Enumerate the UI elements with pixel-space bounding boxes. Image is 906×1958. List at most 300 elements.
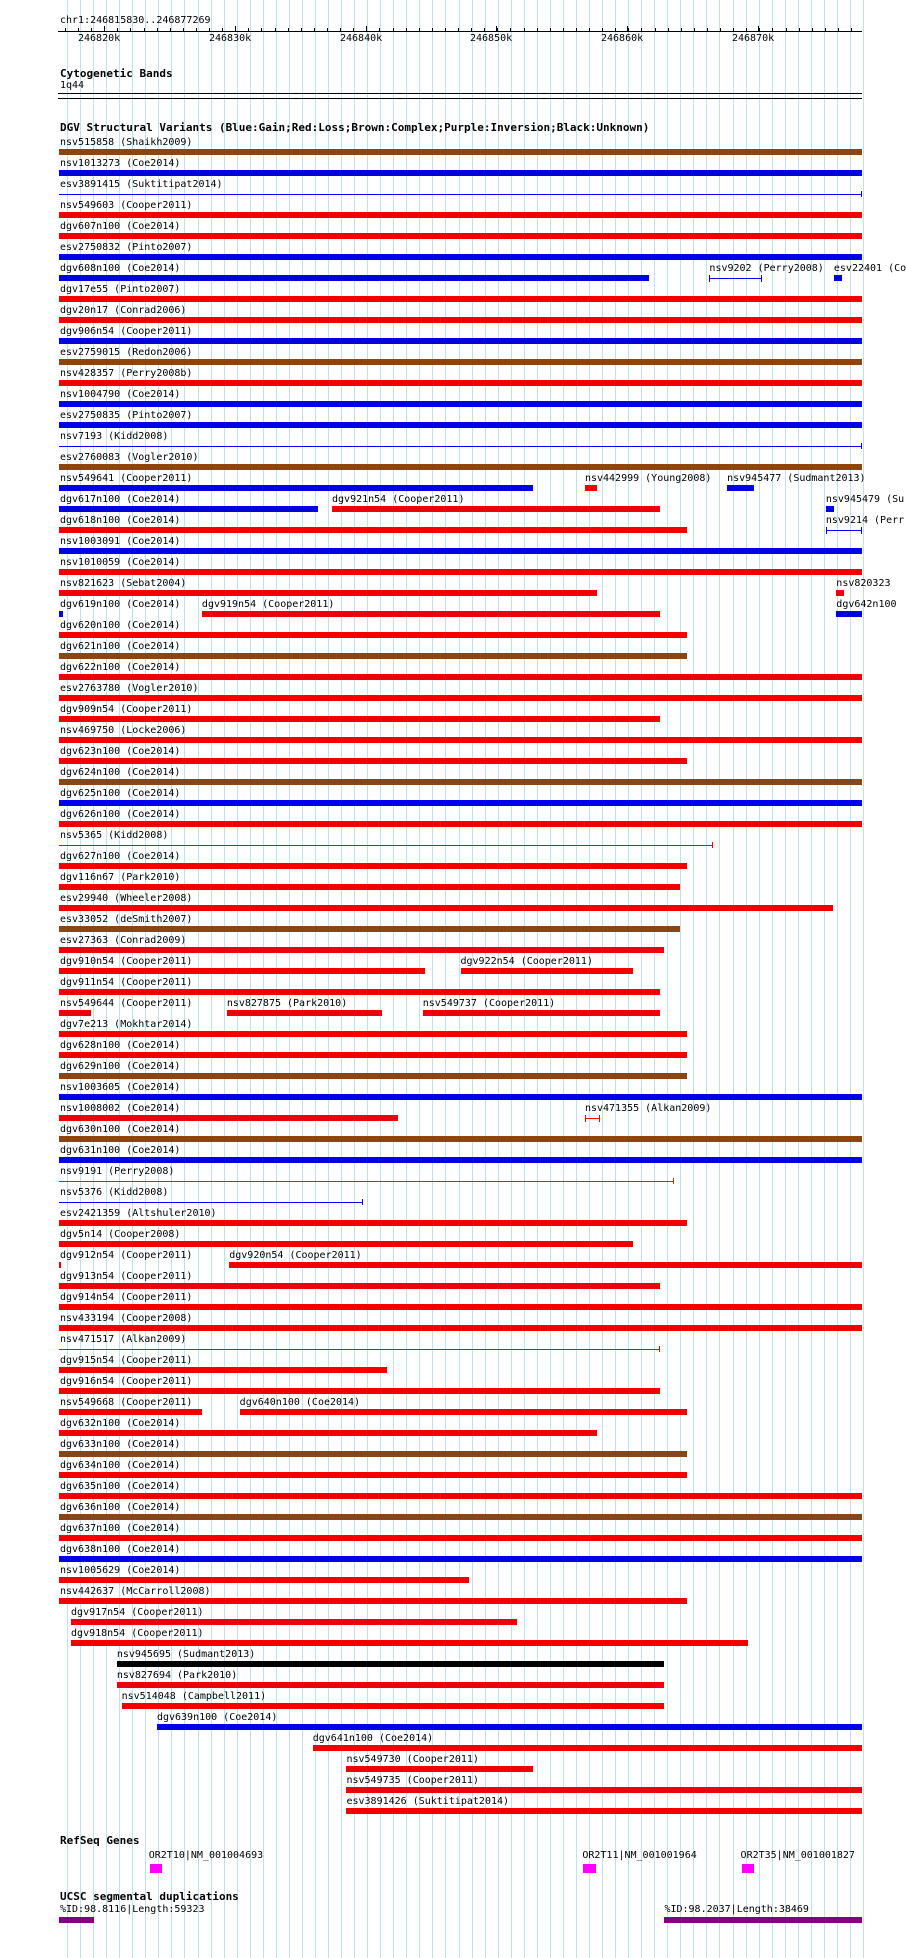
sv-bar-loss[interactable] [59, 1052, 687, 1058]
sv-label[interactable]: dgv636n100 (Coe2014) [60, 1502, 181, 1513]
ruler-minor-tick [78, 28, 79, 31]
sv-bar-loss[interactable] [71, 1619, 517, 1625]
sv-bar-loss[interactable] [59, 1472, 687, 1478]
ruler-minor-tick [497, 28, 498, 31]
sv-bar-loss[interactable] [59, 1115, 398, 1121]
sv-label[interactable]: dgv637n100 (Coe2014) [60, 1523, 181, 1534]
gene-label[interactable]: OR2T10|NM_001004693 [148, 1850, 264, 1861]
sv-label[interactable]: nsv9214 (Perr [825, 515, 905, 526]
sv-bar-loss[interactable] [71, 1640, 748, 1646]
cytoband-track-title[interactable]: Cytogenetic Bands [60, 67, 173, 80]
sv-bar-gain[interactable] [157, 1724, 862, 1730]
sv-bar-complex[interactable] [59, 359, 862, 365]
ruler-minor-tick [563, 28, 564, 31]
sv-label[interactable]: nsv428357 (Perry2008b) [60, 368, 193, 379]
gene-exon[interactable] [583, 1864, 596, 1873]
sv-bar-loss[interactable] [227, 1010, 382, 1016]
sv-label[interactable]: dgv918n54 (Cooper2011) [71, 1628, 204, 1639]
grid-line [863, 0, 864, 1958]
ruler-minor-tick [248, 28, 249, 31]
sv-label[interactable]: esv2763780 (Vogler2010) [60, 683, 199, 694]
sv-bar-loss[interactable] [59, 968, 425, 974]
ruler-minor-tick [261, 28, 262, 31]
ruler-minor-tick [786, 28, 787, 31]
sv-bar-gain[interactable] [59, 254, 862, 260]
ruler-minor-tick [235, 28, 236, 31]
sv-bar-loss[interactable] [59, 296, 862, 302]
ruler-minor-tick [825, 28, 826, 31]
sv-bar-loss[interactable] [59, 1241, 633, 1247]
sv-label[interactable]: dgv920n54 (Cooper2011) [229, 1250, 362, 1261]
ruler-minor-tick [340, 28, 341, 31]
grid-line [706, 0, 707, 1958]
ruler-minor-tick [550, 28, 551, 31]
sv-bar-loss[interactable] [59, 1598, 687, 1604]
ruler-minor-tick [602, 28, 603, 31]
gene-label[interactable]: OR2T11|NM_001001964 [582, 1850, 697, 1861]
sv-bar-loss[interactable] [59, 674, 862, 680]
sv-bar-complex[interactable] [59, 926, 680, 932]
ruler-minor-tick [484, 28, 485, 31]
sv-bracket-end [599, 1115, 600, 1122]
ruler-minor-tick [524, 28, 525, 31]
sv-bar-loss[interactable] [59, 1493, 862, 1499]
sv-label[interactable]: dgv623n100 (Coe2014) [60, 746, 181, 757]
sv-label[interactable]: nsv945479 (Su [825, 494, 905, 505]
ruler-minor-tick [537, 28, 538, 31]
sv-label[interactable]: nsv549641 (Cooper2011) [60, 473, 193, 484]
sv-label[interactable]: dgv634n100 (Coe2014) [60, 1460, 181, 1471]
ruler-minor-tick [144, 28, 145, 31]
dgv-track-title[interactable]: DGV Structural Variants (Blue:Gain;Red:Loss;Brown:Complex;Purple:Inversion;Black:Unknown) [60, 121, 650, 134]
grid-line [746, 0, 747, 1958]
sv-label[interactable]: esv2421359 (Altshuler2010) [60, 1208, 217, 1219]
ruler-minor-tick [117, 28, 118, 31]
ruler-minor-tick [432, 28, 433, 31]
sv-label[interactable]: nsv827875 (Park2010) [226, 998, 348, 1009]
sv-label[interactable]: dgv915n54 (Cooper2011) [60, 1355, 193, 1366]
sv-label[interactable]: dgv607n100 (Coe2014) [60, 221, 181, 232]
sv-label[interactable]: dgv917n54 (Cooper2011) [71, 1607, 204, 1618]
sv-bar-gain[interactable] [59, 800, 862, 806]
sv-line-complex[interactable] [59, 1181, 674, 1182]
grid-line [850, 0, 851, 1958]
sv-label[interactable]: dgv625n100 (Coe2014) [60, 788, 181, 799]
ruler-tick-label: 246860k [601, 33, 644, 44]
sv-label[interactable]: nsv7193 (Kidd2008) [60, 431, 169, 442]
sv-label[interactable]: nsv945477 (Sudmant2013) [727, 473, 866, 484]
sv-label[interactable]: nsv5376 (Kidd2008) [60, 1187, 169, 1198]
sv-label[interactable]: nsv1008002 (Coe2014) [60, 1103, 181, 1114]
ruler-minor-tick [406, 28, 407, 31]
sv-line-loss[interactable] [59, 1349, 660, 1350]
sv-bar-loss[interactable] [461, 968, 634, 974]
grid-line [719, 0, 720, 1958]
ruler-minor-tick [641, 28, 642, 31]
sv-label[interactable]: dgv921n54 (Cooper2011) [332, 494, 465, 505]
grid-line [772, 0, 773, 1958]
sv-label[interactable]: dgv638n100 (Coe2014) [60, 1544, 181, 1555]
ruler-minor-tick [222, 28, 223, 31]
segdup-bar[interactable] [59, 1917, 94, 1923]
sv-bar-gain[interactable] [727, 485, 753, 491]
sv-bar-gain[interactable] [59, 338, 862, 344]
sv-bar-loss[interactable] [59, 1220, 687, 1226]
sv-bar-loss[interactable] [59, 884, 680, 890]
sv-line-end [362, 1199, 363, 1205]
sv-label[interactable]: nsv514048 (Campbell2011) [121, 1691, 267, 1702]
sv-label[interactable]: esv3891426 (Suktitipat2014) [346, 1796, 510, 1807]
sv-bracket-gain[interactable] [709, 278, 761, 279]
sv-label[interactable]: dgv628n100 (Coe2014) [60, 1040, 181, 1051]
sv-label[interactable]: dgv631n100 (Coe2014) [60, 1145, 181, 1156]
sv-line-gain[interactable] [59, 1202, 363, 1203]
sv-label[interactable]: dgv621n100 (Coe2014) [60, 641, 181, 652]
sv-bar-gain[interactable] [59, 1556, 862, 1562]
sv-bar-loss[interactable] [836, 590, 844, 596]
sv-bar-gain[interactable] [826, 506, 834, 512]
sv-label[interactable]: dgv622n100 (Coe2014) [60, 662, 181, 673]
sv-label[interactable]: dgv619n100 (Coe2014) [60, 599, 181, 610]
segdup-bar[interactable] [664, 1917, 862, 1923]
ruler-minor-tick [668, 28, 669, 31]
sv-label[interactable]: dgv632n100 (Coe2014) [60, 1418, 181, 1429]
sv-label[interactable]: nsv433194 (Cooper2008) [60, 1313, 193, 1324]
sv-label[interactable]: nsv549603 (Cooper2011) [60, 200, 193, 211]
sv-label[interactable]: dgv913n54 (Cooper2011) [60, 1271, 193, 1282]
cytoband-divider-top [58, 93, 862, 94]
sv-label[interactable]: dgv911n54 (Cooper2011) [60, 977, 193, 988]
sv-label[interactable]: dgv640n100 (Coe2014) [239, 1397, 361, 1408]
sv-bar-gain[interactable] [59, 275, 649, 281]
sv-bar-loss[interactable] [59, 1409, 202, 1415]
sv-line-end [861, 443, 862, 449]
cytoband-divider-bottom [58, 98, 862, 99]
ruler-minor-tick [812, 28, 813, 31]
sv-label[interactable]: dgv633n100 (Coe2014) [60, 1439, 181, 1450]
grid-line [680, 0, 681, 1958]
sv-bar-gain[interactable] [59, 170, 862, 176]
gene-exon[interactable] [150, 1864, 162, 1873]
sv-label[interactable]: nsv1004790 (Coe2014) [60, 389, 181, 400]
sv-label[interactable]: nsv1005629 (Coe2014) [60, 1565, 181, 1576]
ruler-minor-tick [301, 28, 302, 31]
ruler-minor-tick [628, 28, 629, 31]
sv-bar-loss[interactable] [59, 233, 862, 239]
sv-label[interactable]: nsv9202 (Perry2008) [709, 263, 824, 274]
sv-label[interactable]: nsv469750 (Locke2006) [60, 725, 187, 736]
sv-bar-complex[interactable] [59, 1514, 862, 1520]
ruler-minor-tick [772, 28, 773, 31]
ruler-minor-tick [91, 28, 92, 31]
ruler-axis [58, 31, 862, 32]
sv-label[interactable]: dgv906n54 (Cooper2011) [60, 326, 193, 337]
ruler-minor-tick [366, 28, 367, 31]
sv-label[interactable]: dgv116n67 (Park2010) [60, 872, 181, 883]
sv-line-gain[interactable] [59, 194, 862, 195]
sv-label[interactable]: nsv515858 (Shaikh2009) [60, 137, 193, 148]
sv-label[interactable]: nsv1003605 (Coe2014) [60, 1082, 181, 1093]
sv-label[interactable]: dgv922n54 (Cooper2011) [460, 956, 593, 967]
ruler-tick-label: 246850k [470, 33, 513, 44]
sv-label[interactable]: dgv909n54 (Cooper2011) [60, 704, 193, 715]
sv-line-end [712, 842, 713, 848]
sv-bar-loss[interactable] [122, 1703, 665, 1709]
sv-bar-loss[interactable] [346, 1766, 532, 1772]
sv-label[interactable]: nsv5365 (Kidd2008) [60, 830, 169, 841]
grid-line [785, 0, 786, 1958]
sv-bar-loss[interactable] [313, 1745, 862, 1751]
sv-label[interactable]: dgv910n54 (Cooper2011) [60, 956, 193, 967]
ruler-minor-tick [196, 28, 197, 31]
ruler-minor-tick [327, 28, 328, 31]
ruler-minor-tick [393, 28, 394, 31]
sv-label[interactable]: nsv820323 [836, 578, 891, 589]
sv-bar-loss[interactable] [59, 1388, 660, 1394]
ruler-minor-tick [615, 28, 616, 31]
ruler-minor-tick [694, 28, 695, 31]
ruler-minor-tick [681, 28, 682, 31]
sv-label[interactable]: dgv641n100 (Coe2014) [312, 1733, 434, 1744]
sv-bar-loss[interactable] [59, 863, 687, 869]
sv-line-end [659, 1346, 660, 1352]
sv-label[interactable]: nsv945695 (Sudmant2013) [116, 1649, 256, 1660]
sv-bar-loss[interactable] [59, 1325, 862, 1331]
sv-label[interactable]: nsv471517 (Alkan2009) [60, 1334, 187, 1345]
sv-bracket-end [761, 275, 762, 282]
sv-bar-unknown[interactable] [117, 1661, 665, 1667]
sv-bar-loss[interactable] [59, 821, 862, 827]
sv-label[interactable]: nsv1010059 (Coe2014) [60, 557, 181, 568]
sv-bar-loss[interactable] [59, 1367, 387, 1373]
sv-bar-complex[interactable] [59, 1451, 687, 1457]
sv-line-gain[interactable] [59, 446, 862, 447]
sv-bar-loss[interactable] [59, 590, 597, 596]
grid-line [733, 0, 734, 1958]
sv-label[interactable]: dgv624n100 (Coe2014) [60, 767, 181, 778]
sv-bar-loss[interactable] [59, 212, 862, 218]
gene-label[interactable]: OR2T35|NM_001001827 [740, 1850, 855, 1861]
ruler-minor-tick [576, 28, 577, 31]
sv-bar-gain[interactable] [59, 1157, 862, 1163]
sv-label[interactable]: dgv618n100 (Coe2014) [60, 515, 181, 526]
sv-bar-loss[interactable] [59, 716, 660, 722]
sv-label[interactable]: dgv916n54 (Cooper2011) [60, 1376, 193, 1387]
ruler-minor-tick [838, 28, 839, 31]
sv-bar-gain[interactable] [59, 422, 862, 428]
sv-bar-gain[interactable] [59, 401, 862, 407]
sv-label[interactable]: dgv17e55 (Pinto2007) [60, 284, 181, 295]
sv-label[interactable]: nsv471355 (Alkan2009) [584, 1103, 712, 1114]
sv-bar-loss[interactable] [59, 1283, 660, 1289]
ruler-minor-tick [157, 28, 158, 31]
gene-exon[interactable] [742, 1864, 755, 1873]
sv-bracket-start [709, 275, 710, 282]
sv-bar-loss[interactable] [346, 1808, 862, 1814]
ruler-minor-tick [419, 28, 420, 31]
grid-line [693, 0, 694, 1958]
sv-label[interactable]: dgv912n54 (Cooper2011) [60, 1250, 193, 1261]
sv-bar-loss[interactable] [59, 695, 862, 701]
sv-bar-loss[interactable] [59, 569, 862, 575]
grid-line [824, 0, 825, 1958]
sv-bar-complex[interactable] [59, 464, 862, 470]
ruler-minor-tick [733, 28, 734, 31]
sv-label[interactable]: dgv639n100 (Coe2014) [156, 1712, 278, 1723]
sv-bar-complex[interactable] [59, 1073, 687, 1079]
ruler-minor-tick [170, 28, 171, 31]
sv-label[interactable]: nsv549730 (Cooper2011) [346, 1754, 479, 1765]
sv-bar-loss[interactable] [240, 1409, 687, 1415]
sv-line-loss[interactable] [59, 845, 713, 846]
ruler-minor-tick [353, 28, 354, 31]
sv-label[interactable]: nsv549644 (Cooper2011) [60, 998, 193, 1009]
ruler-minor-tick [759, 28, 760, 31]
ruler-minor-tick [104, 28, 105, 31]
sv-label[interactable]: esv2760083 (Vogler2010) [60, 452, 199, 463]
sv-label[interactable]: esv29940 (Wheeler2008) [60, 893, 193, 904]
sv-bar-gain[interactable] [59, 506, 318, 512]
sv-bar-complex[interactable] [59, 149, 862, 155]
ruler-tick-label: 246870k [732, 33, 775, 44]
ruler-minor-tick [130, 28, 131, 31]
ruler-tick-label: 246830k [209, 33, 252, 44]
ruler-minor-tick [288, 28, 289, 31]
ruler-minor-tick [458, 28, 459, 31]
sv-label[interactable]: dgv642n100 [836, 599, 897, 610]
sv-bar-loss[interactable] [59, 1535, 862, 1541]
sv-label[interactable]: dgv919n54 (Cooper2011) [201, 599, 335, 610]
sv-bar-loss[interactable] [59, 380, 862, 386]
ruler-minor-tick [471, 28, 472, 31]
sv-bar-loss[interactable] [423, 1010, 660, 1016]
sv-bar-loss[interactable] [59, 632, 687, 638]
position-label: chr1:246815830..246877269 [60, 15, 211, 26]
sv-label[interactable]: nsv549737 (Cooper2011) [422, 998, 556, 1009]
segdup-label[interactable]: %ID:98.8116|Length:59323 [60, 1904, 205, 1915]
sv-label[interactable]: dgv20n17 (Conrad2006) [60, 305, 187, 316]
segdup-track-title[interactable]: UCSC segmental duplications [60, 1890, 239, 1903]
sv-bracket-start [585, 1115, 586, 1122]
sv-label[interactable]: dgv635n100 (Coe2014) [60, 1481, 181, 1492]
ruler-minor-tick [589, 28, 590, 31]
sv-bar-gain[interactable] [836, 611, 862, 617]
sv-label[interactable]: dgv626n100 (Coe2014) [60, 809, 181, 820]
ruler-minor-tick [314, 28, 315, 31]
sv-bracket-loss[interactable] [585, 1118, 600, 1119]
sv-bar-loss[interactable] [59, 527, 687, 533]
segdup-label[interactable]: %ID:98.2037|Length:38469 [664, 1904, 809, 1915]
grid-line [798, 0, 799, 1958]
sv-label[interactable]: esv3891415 (Suktitipat2014) [60, 179, 223, 190]
ruler-minor-tick [209, 28, 210, 31]
sv-label[interactable]: nsv442637 (McCarroll2008) [60, 1586, 211, 1597]
sv-bar-loss[interactable] [59, 737, 862, 743]
sv-bar-loss[interactable] [202, 611, 660, 617]
refseq-track-title[interactable]: RefSeq Genes [60, 1834, 140, 1847]
ruler-minor-tick [65, 28, 66, 31]
sv-label[interactable]: nsv1013273 (Coe2014) [60, 158, 181, 169]
sv-label[interactable]: dgv630n100 (Coe2014) [60, 1124, 181, 1135]
sv-bar-loss[interactable] [59, 905, 833, 911]
sv-label[interactable]: dgv627n100 (Coe2014) [60, 851, 181, 862]
ruler-minor-tick [510, 28, 511, 31]
ruler-tick-label: 246820k [78, 33, 121, 44]
sv-bar-loss[interactable] [59, 1577, 469, 1583]
sv-bar-complex[interactable] [59, 653, 687, 659]
sv-label[interactable]: nsv442999 (Young2008) [584, 473, 712, 484]
sv-bracket-start [826, 527, 827, 534]
sv-label[interactable]: esv2750832 (Pinto2007) [60, 242, 193, 253]
sv-label[interactable]: nsv1003091 (Coe2014) [60, 536, 181, 547]
sv-bar-loss[interactable] [346, 1787, 862, 1793]
sv-bar-loss[interactable] [59, 1031, 687, 1037]
ruler-minor-tick [655, 28, 656, 31]
sv-bar-loss[interactable] [59, 1262, 61, 1268]
ruler-minor-tick [799, 28, 800, 31]
ruler-minor-tick [720, 28, 721, 31]
sv-bar-loss[interactable] [59, 758, 687, 764]
grid-line [837, 0, 838, 1958]
sv-bar-loss[interactable] [59, 1304, 862, 1310]
sv-bar-loss[interactable] [332, 506, 660, 512]
sv-line-end [861, 191, 862, 197]
ruler-tick-label: 246840k [340, 33, 383, 44]
sv-label[interactable]: nsv827694 (Park2010) [116, 1670, 238, 1681]
sv-bar-gain[interactable] [834, 275, 842, 281]
sv-bar-loss[interactable] [59, 1430, 597, 1436]
sv-label[interactable]: esv33052 (deSmith2007) [60, 914, 193, 925]
ruler-minor-tick [445, 28, 446, 31]
sv-bar-loss[interactable] [585, 485, 597, 491]
sv-label[interactable]: dgv914n54 (Cooper2011) [60, 1292, 193, 1303]
sv-bar-complex[interactable] [59, 779, 862, 785]
sv-label[interactable]: dgv620n100 (Coe2014) [60, 620, 181, 631]
sv-label[interactable]: dgv617n100 (Coe2014) [60, 494, 181, 505]
sv-label[interactable]: esv22401 (Co [833, 263, 906, 274]
sv-label[interactable]: esv2750835 (Pinto2007) [60, 410, 193, 421]
cytoband-label: 1q44 [60, 80, 85, 91]
sv-label[interactable]: dgv5n14 (Cooper2008) [60, 1229, 181, 1240]
sv-bar-loss[interactable] [229, 1262, 862, 1268]
ruler-minor-tick [707, 28, 708, 31]
sv-bar-loss[interactable] [59, 317, 862, 323]
sv-label[interactable]: dgv7e213 (Mokhtar2014) [60, 1019, 193, 1030]
sv-label[interactable]: nsv9191 (Perry2008) [60, 1166, 175, 1177]
sv-bar-loss[interactable] [59, 947, 664, 953]
sv-label[interactable]: dgv629n100 (Coe2014) [60, 1061, 181, 1072]
sv-label[interactable]: nsv821623 (Sebat2004) [60, 578, 187, 589]
sv-bar-loss[interactable] [59, 989, 660, 995]
sv-bar-gain[interactable] [59, 1094, 862, 1100]
sv-bar-loss[interactable] [59, 1010, 91, 1016]
sv-label[interactable]: esv27363 (Conrad2009) [60, 935, 187, 946]
sv-label[interactable]: nsv549668 (Cooper2011) [60, 1397, 193, 1408]
ruler-minor-tick [275, 28, 276, 31]
sv-bar-gain[interactable] [59, 611, 63, 617]
sv-bracket-gain[interactable] [826, 530, 862, 531]
grid-line [759, 0, 760, 1958]
sv-label[interactable]: nsv549735 (Cooper2011) [346, 1775, 479, 1786]
sv-bar-complex[interactable] [59, 1136, 862, 1142]
grid-line [667, 0, 668, 1958]
sv-label[interactable]: dgv608n100 (Coe2014) [60, 263, 181, 274]
sv-label[interactable]: esv2759015 (Redon2006) [60, 347, 193, 358]
sv-bar-loss[interactable] [117, 1682, 665, 1688]
sv-bar-gain[interactable] [59, 485, 533, 491]
grid-line [811, 0, 812, 1958]
sv-bar-gain[interactable] [59, 548, 862, 554]
